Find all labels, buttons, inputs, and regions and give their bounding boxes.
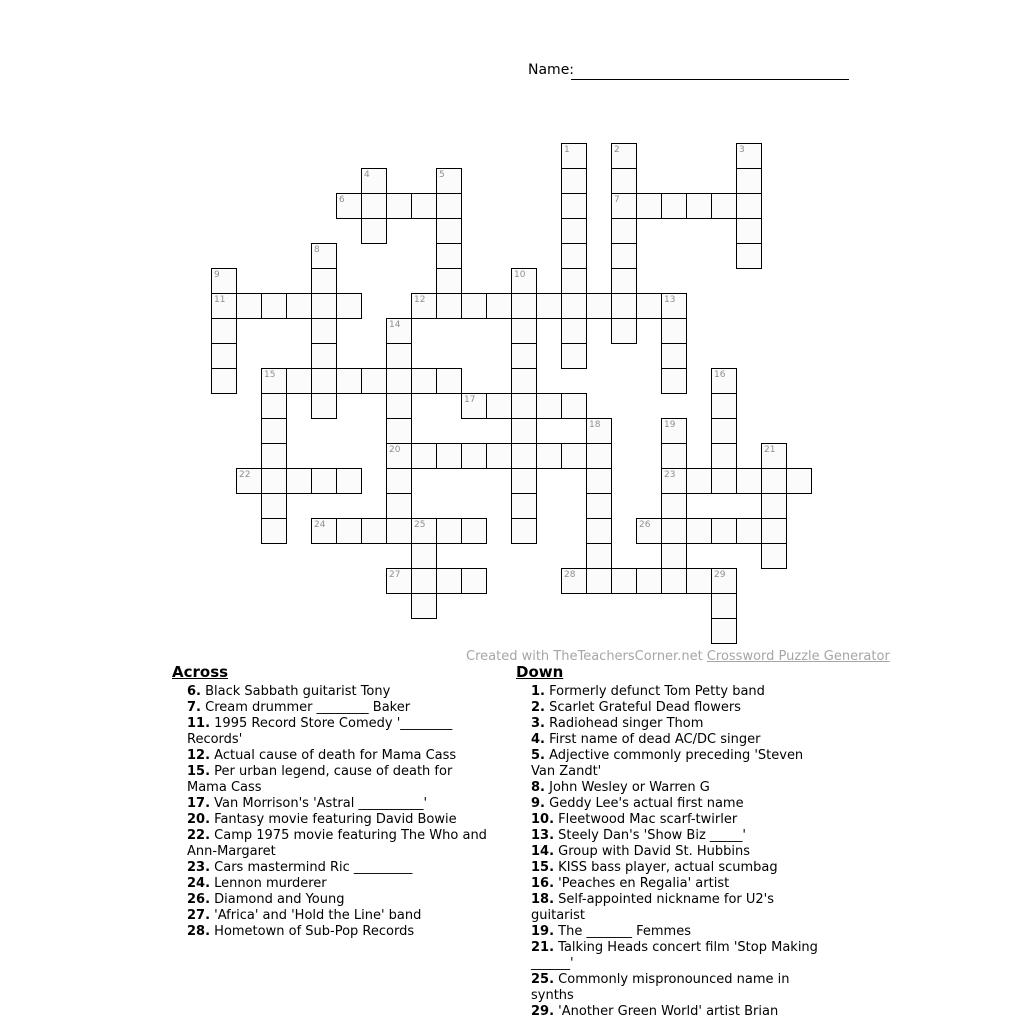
grid-cell bbox=[611, 243, 637, 269]
grid-cell bbox=[211, 343, 237, 369]
grid-cell bbox=[561, 218, 587, 244]
across-clue-list bbox=[172, 684, 494, 940]
grid-cell bbox=[361, 193, 387, 219]
credit-line bbox=[466, 649, 890, 664]
grid-cell bbox=[411, 568, 437, 594]
grid-cell bbox=[586, 493, 612, 519]
grid-cell bbox=[511, 418, 537, 444]
cell-number-7: 7 bbox=[614, 195, 620, 205]
clue-number: 17. bbox=[187, 796, 211, 811]
grid-cell bbox=[361, 518, 387, 544]
grid-cell bbox=[636, 193, 662, 219]
cell-number-10: 10 bbox=[514, 270, 526, 280]
grid-cell bbox=[536, 393, 562, 419]
grid-cell bbox=[586, 568, 612, 594]
grid-cell bbox=[386, 443, 412, 469]
cell-number-13: 13 bbox=[664, 295, 676, 305]
credit-text: Created with TheTeachersCorner.net bbox=[466, 649, 707, 664]
grid-cell bbox=[736, 243, 762, 269]
grid-cell bbox=[611, 193, 637, 219]
grid-cell bbox=[511, 518, 537, 544]
grid-cell bbox=[286, 368, 312, 394]
clue-down-5: 5. Adjective commonly preceding 'Steven Van Zandt' bbox=[531, 748, 804, 779]
clue-number: 4. bbox=[531, 732, 545, 747]
cell-number-20: 20 bbox=[389, 445, 401, 455]
cell-number-6: 6 bbox=[339, 195, 345, 205]
clue-number: 5. bbox=[531, 748, 545, 763]
clue-number: 26. bbox=[187, 892, 211, 907]
clue-number: 15. bbox=[187, 764, 211, 779]
grid-cell bbox=[461, 443, 487, 469]
clue-number: 16. bbox=[531, 876, 555, 891]
grid-cell bbox=[511, 343, 537, 369]
grid-cell bbox=[711, 518, 737, 544]
grid-cell bbox=[336, 293, 362, 319]
grid-cell bbox=[211, 368, 237, 394]
grid-cell bbox=[561, 568, 587, 594]
grid-cell bbox=[761, 443, 787, 469]
grid-cell bbox=[461, 568, 487, 594]
grid-cell bbox=[336, 468, 362, 494]
clue-number: 20. bbox=[187, 812, 211, 827]
grid-cell bbox=[386, 343, 412, 369]
grid-cell bbox=[761, 518, 787, 544]
cell-number-28: 28 bbox=[564, 570, 576, 580]
clue-down-3: 3. Radiohead singer Thom bbox=[531, 716, 704, 731]
cell-number-3: 3 bbox=[739, 145, 745, 155]
clue-number: 10. bbox=[531, 812, 555, 827]
grid-cell bbox=[586, 518, 612, 544]
clue-across-12: 12. Actual cause of death for Mama Cass bbox=[187, 748, 457, 763]
cell-number-1: 1 bbox=[564, 145, 570, 155]
grid-cell bbox=[711, 193, 737, 219]
grid-cell bbox=[386, 493, 412, 519]
cell-number-23: 23 bbox=[664, 470, 676, 480]
grid-cell bbox=[661, 568, 687, 594]
grid-cell bbox=[486, 443, 512, 469]
cell-number-16: 16 bbox=[714, 370, 726, 380]
grid-cell bbox=[411, 368, 437, 394]
cell-number-25: 25 bbox=[414, 520, 426, 530]
cell-number-17: 17 bbox=[464, 395, 476, 405]
grid-cell bbox=[711, 468, 737, 494]
grid-cell bbox=[386, 518, 412, 544]
grid-cell bbox=[436, 243, 462, 269]
down-clues-section bbox=[516, 663, 822, 1020]
grid-cell bbox=[636, 293, 662, 319]
grid-cell bbox=[236, 293, 262, 319]
grid-cell bbox=[386, 568, 412, 594]
clue-number: 12. bbox=[187, 748, 211, 763]
cell-number-2: 2 bbox=[614, 145, 620, 155]
grid-cell bbox=[461, 518, 487, 544]
grid-cell bbox=[636, 568, 662, 594]
grid-cell bbox=[311, 343, 337, 369]
grid-cell bbox=[436, 443, 462, 469]
grid-cell bbox=[311, 518, 337, 544]
grid-cell bbox=[661, 518, 687, 544]
grid-cell bbox=[511, 393, 537, 419]
clue-number: 21. bbox=[531, 940, 555, 955]
grid-cell bbox=[611, 143, 637, 169]
grid-cell bbox=[286, 468, 312, 494]
clue-number: 24. bbox=[187, 876, 211, 891]
clue-across-22: 22. Camp 1975 movie featuring The Who and Ann-Margaret bbox=[187, 828, 487, 859]
grid-cell bbox=[761, 543, 787, 569]
name-blank-line bbox=[571, 79, 849, 80]
grid-cell bbox=[361, 368, 387, 394]
clue-across-15: 15. Per urban legend, cause of death for Mama Cass bbox=[187, 764, 453, 795]
grid-cell bbox=[386, 393, 412, 419]
clue-number: 22. bbox=[187, 828, 211, 843]
grid-cell bbox=[661, 468, 687, 494]
grid-cell bbox=[711, 418, 737, 444]
cell-number-8: 8 bbox=[314, 245, 320, 255]
clue-across-11: 11. 1995 Record Store Comedy '________ Records' bbox=[187, 716, 453, 747]
grid-cell bbox=[736, 218, 762, 244]
clue-across-17: 17. Van Morrison's 'Astral __________' bbox=[187, 796, 428, 811]
grid-cell bbox=[561, 293, 587, 319]
grid-cell bbox=[311, 268, 337, 294]
clue-number: 15. bbox=[531, 860, 555, 875]
clue-down-25: 25. Commonly mispronounced name in synths bbox=[531, 972, 790, 1003]
grid-cell bbox=[436, 293, 462, 319]
grid-cell bbox=[236, 468, 262, 494]
clue-number: 11. bbox=[187, 716, 211, 731]
grid-cell bbox=[561, 318, 587, 344]
grid-cell bbox=[736, 143, 762, 169]
grid-cell bbox=[211, 293, 237, 319]
grid-cell bbox=[611, 218, 637, 244]
grid-cell bbox=[661, 193, 687, 219]
grid-cell bbox=[436, 218, 462, 244]
clue-number: 23. bbox=[187, 860, 211, 875]
grid-cell bbox=[661, 343, 687, 369]
clue-down-15: 15. KISS bass player, actual scumbag bbox=[531, 860, 778, 875]
grid-cell bbox=[511, 468, 537, 494]
grid-cell bbox=[761, 468, 787, 494]
clue-across-26: 26. Diamond and Young bbox=[187, 892, 345, 907]
grid-cell bbox=[511, 368, 537, 394]
cell-number-18: 18 bbox=[589, 420, 601, 430]
clue-number: 8. bbox=[531, 780, 545, 795]
grid-cell bbox=[561, 393, 587, 419]
clue-number: 13. bbox=[531, 828, 555, 843]
grid-cell bbox=[211, 268, 237, 294]
name-label: Name: bbox=[528, 62, 575, 78]
cell-number-27: 27 bbox=[389, 570, 401, 580]
across-clues-section bbox=[172, 663, 494, 940]
grid-cell bbox=[711, 443, 737, 469]
grid-cell bbox=[436, 268, 462, 294]
clue-down-29: 29. 'Another Green World' artist Brian bbox=[531, 1004, 779, 1019]
grid-cell bbox=[336, 193, 362, 219]
grid-cell bbox=[361, 168, 387, 194]
grid-cell bbox=[711, 618, 737, 644]
grid-cell bbox=[311, 243, 337, 269]
clue-number: 1. bbox=[531, 684, 545, 699]
cell-number-29: 29 bbox=[714, 570, 726, 580]
grid-cell bbox=[286, 293, 312, 319]
grid-cell bbox=[536, 443, 562, 469]
grid-cell bbox=[386, 193, 412, 219]
clue-down-21: 21. Talking Heads concert film 'Stop Making ______' bbox=[531, 940, 818, 971]
grid-cell bbox=[661, 368, 687, 394]
cell-number-21: 21 bbox=[764, 445, 776, 455]
grid-cell bbox=[611, 568, 637, 594]
grid-cell bbox=[311, 468, 337, 494]
grid-cell bbox=[586, 443, 612, 469]
grid-cell bbox=[486, 293, 512, 319]
grid-cell bbox=[711, 593, 737, 619]
cell-number-24: 24 bbox=[314, 520, 326, 530]
grid-cell bbox=[511, 443, 537, 469]
clue-down-8: 8. John Wesley or Warren G bbox=[531, 780, 710, 795]
clue-number: 28. bbox=[187, 924, 211, 939]
grid-cell bbox=[536, 293, 562, 319]
clue-number: 18. bbox=[531, 892, 555, 907]
clue-number: 14. bbox=[531, 844, 555, 859]
grid-cell bbox=[561, 443, 587, 469]
grid-cell bbox=[636, 518, 662, 544]
clue-across-28: 28. Hometown of Sub-Pop Records bbox=[187, 924, 415, 939]
grid-cell bbox=[736, 518, 762, 544]
clue-number: 19. bbox=[531, 924, 555, 939]
grid-cell bbox=[561, 268, 587, 294]
grid-cell bbox=[586, 293, 612, 319]
grid-cell bbox=[661, 318, 687, 344]
grid-cell bbox=[461, 293, 487, 319]
cell-number-19: 19 bbox=[664, 420, 676, 430]
grid-cell bbox=[336, 518, 362, 544]
cell-number-14: 14 bbox=[389, 320, 401, 330]
clue-down-10: 10. Fleetwood Mac scarf-twirler bbox=[531, 812, 738, 827]
grid-cell bbox=[586, 468, 612, 494]
down-clue-list bbox=[516, 684, 822, 1020]
cell-number-4: 4 bbox=[364, 170, 370, 180]
cell-number-22: 22 bbox=[239, 470, 251, 480]
cell-number-15: 15 bbox=[264, 370, 276, 380]
grid-cell bbox=[786, 468, 812, 494]
grid-cell bbox=[261, 468, 287, 494]
grid-cell bbox=[436, 518, 462, 544]
grid-cell bbox=[586, 418, 612, 444]
grid-cell bbox=[436, 368, 462, 394]
clue-number: 9. bbox=[531, 796, 545, 811]
clue-down-9: 9. Geddy Lee's actual first name bbox=[531, 796, 744, 811]
grid-cell bbox=[711, 393, 737, 419]
grid-cell bbox=[511, 293, 537, 319]
grid-cell bbox=[411, 593, 437, 619]
cell-number-11: 11 bbox=[214, 295, 226, 305]
grid-cell bbox=[711, 568, 737, 594]
grid-cell bbox=[261, 418, 287, 444]
grid-cell bbox=[661, 543, 687, 569]
grid-cell bbox=[411, 543, 437, 569]
grid-cell bbox=[261, 393, 287, 419]
cell-number-9: 9 bbox=[214, 270, 220, 280]
grid-cell bbox=[486, 393, 512, 419]
grid-cell bbox=[261, 493, 287, 519]
grid-cell bbox=[611, 318, 637, 344]
grid-cell bbox=[461, 393, 487, 419]
grid-cell bbox=[686, 193, 712, 219]
cell-number-12: 12 bbox=[414, 295, 426, 305]
clue-number: 27. bbox=[187, 908, 211, 923]
across-header: Across bbox=[172, 663, 229, 681]
clue-number: 7. bbox=[187, 700, 201, 715]
grid-cell bbox=[611, 293, 637, 319]
grid-cell bbox=[611, 268, 637, 294]
grid-cell bbox=[511, 493, 537, 519]
cell-number-26: 26 bbox=[639, 520, 651, 530]
grid-cell bbox=[661, 443, 687, 469]
grid-cell bbox=[686, 468, 712, 494]
grid-cell bbox=[511, 318, 537, 344]
grid-cell bbox=[311, 368, 337, 394]
grid-cell bbox=[261, 443, 287, 469]
grid-cell bbox=[561, 143, 587, 169]
grid-cell bbox=[661, 293, 687, 319]
grid-cell bbox=[336, 368, 362, 394]
grid-cell bbox=[386, 368, 412, 394]
clue-number: 6. bbox=[187, 684, 201, 699]
grid-cell bbox=[711, 368, 737, 394]
crossword-grid bbox=[211, 143, 812, 644]
clue-number: 29. bbox=[531, 1004, 555, 1019]
grid-cell bbox=[736, 468, 762, 494]
clue-down-4: 4. First name of dead AC/DC singer bbox=[531, 732, 761, 747]
clue-down-2: 2. Scarlet Grateful Dead flowers bbox=[531, 700, 741, 715]
grid-cell bbox=[411, 443, 437, 469]
grid-cell bbox=[261, 368, 287, 394]
grid-cell bbox=[561, 243, 587, 269]
clue-across-24: 24. Lennon murderer bbox=[187, 876, 327, 891]
generator-link[interactable]: Crossword Puzzle Generator bbox=[706, 649, 890, 664]
grid-cell bbox=[311, 393, 337, 419]
clue-down-16: 16. 'Peaches en Regalia' artist bbox=[531, 876, 730, 891]
grid-cell bbox=[211, 318, 237, 344]
clue-number: 2. bbox=[531, 700, 545, 715]
clue-down-18: 18. Self-appointed nickname for U2's guitarist bbox=[531, 892, 775, 923]
grid-cell bbox=[386, 468, 412, 494]
grid-cell bbox=[611, 168, 637, 194]
clue-across-7: 7. Cream drummer ________ Baker bbox=[187, 700, 411, 715]
grid-cell bbox=[661, 418, 687, 444]
grid-cell bbox=[436, 168, 462, 194]
clue-down-13: 13. Steely Dan's 'Show Biz _____' bbox=[531, 828, 746, 843]
down-header: Down bbox=[516, 663, 564, 681]
grid-cell bbox=[436, 568, 462, 594]
grid-cell bbox=[386, 418, 412, 444]
grid-cell bbox=[411, 193, 437, 219]
clue-down-1: 1. Formerly defunct Tom Petty band bbox=[531, 684, 765, 699]
grid-cell bbox=[561, 343, 587, 369]
grid-cell bbox=[436, 193, 462, 219]
clue-down-19: 19. The _______ Femmes bbox=[531, 924, 691, 939]
clue-across-20: 20. Fantasy movie featuring David Bowie bbox=[187, 812, 457, 827]
grid-cell bbox=[261, 293, 287, 319]
clue-across-6: 6. Black Sabbath guitarist Tony bbox=[187, 684, 391, 699]
clue-across-27: 27. 'Africa' and 'Hold the Line' band bbox=[187, 908, 422, 923]
grid-cell bbox=[511, 268, 537, 294]
grid-cell bbox=[411, 518, 437, 544]
grid-cell bbox=[411, 293, 437, 319]
grid-cell bbox=[561, 193, 587, 219]
grid-cell bbox=[311, 318, 337, 344]
clue-number: 3. bbox=[531, 716, 545, 731]
grid-cell bbox=[386, 318, 412, 344]
cell-number-5: 5 bbox=[439, 170, 445, 180]
grid-cell bbox=[361, 218, 387, 244]
clue-down-14: 14. Group with David St. Hubbins bbox=[531, 844, 751, 859]
grid-cell bbox=[561, 168, 587, 194]
grid-cell bbox=[736, 193, 762, 219]
grid-cell bbox=[661, 493, 687, 519]
grid-cell bbox=[761, 493, 787, 519]
grid-cell bbox=[686, 568, 712, 594]
clue-number: 25. bbox=[531, 972, 555, 987]
grid-cell bbox=[261, 518, 287, 544]
grid-cell bbox=[586, 543, 612, 569]
grid-cell bbox=[686, 518, 712, 544]
grid-cell bbox=[736, 168, 762, 194]
grid-cell bbox=[311, 293, 337, 319]
clue-across-23: 23. Cars mastermind Ric _________ bbox=[187, 860, 413, 875]
